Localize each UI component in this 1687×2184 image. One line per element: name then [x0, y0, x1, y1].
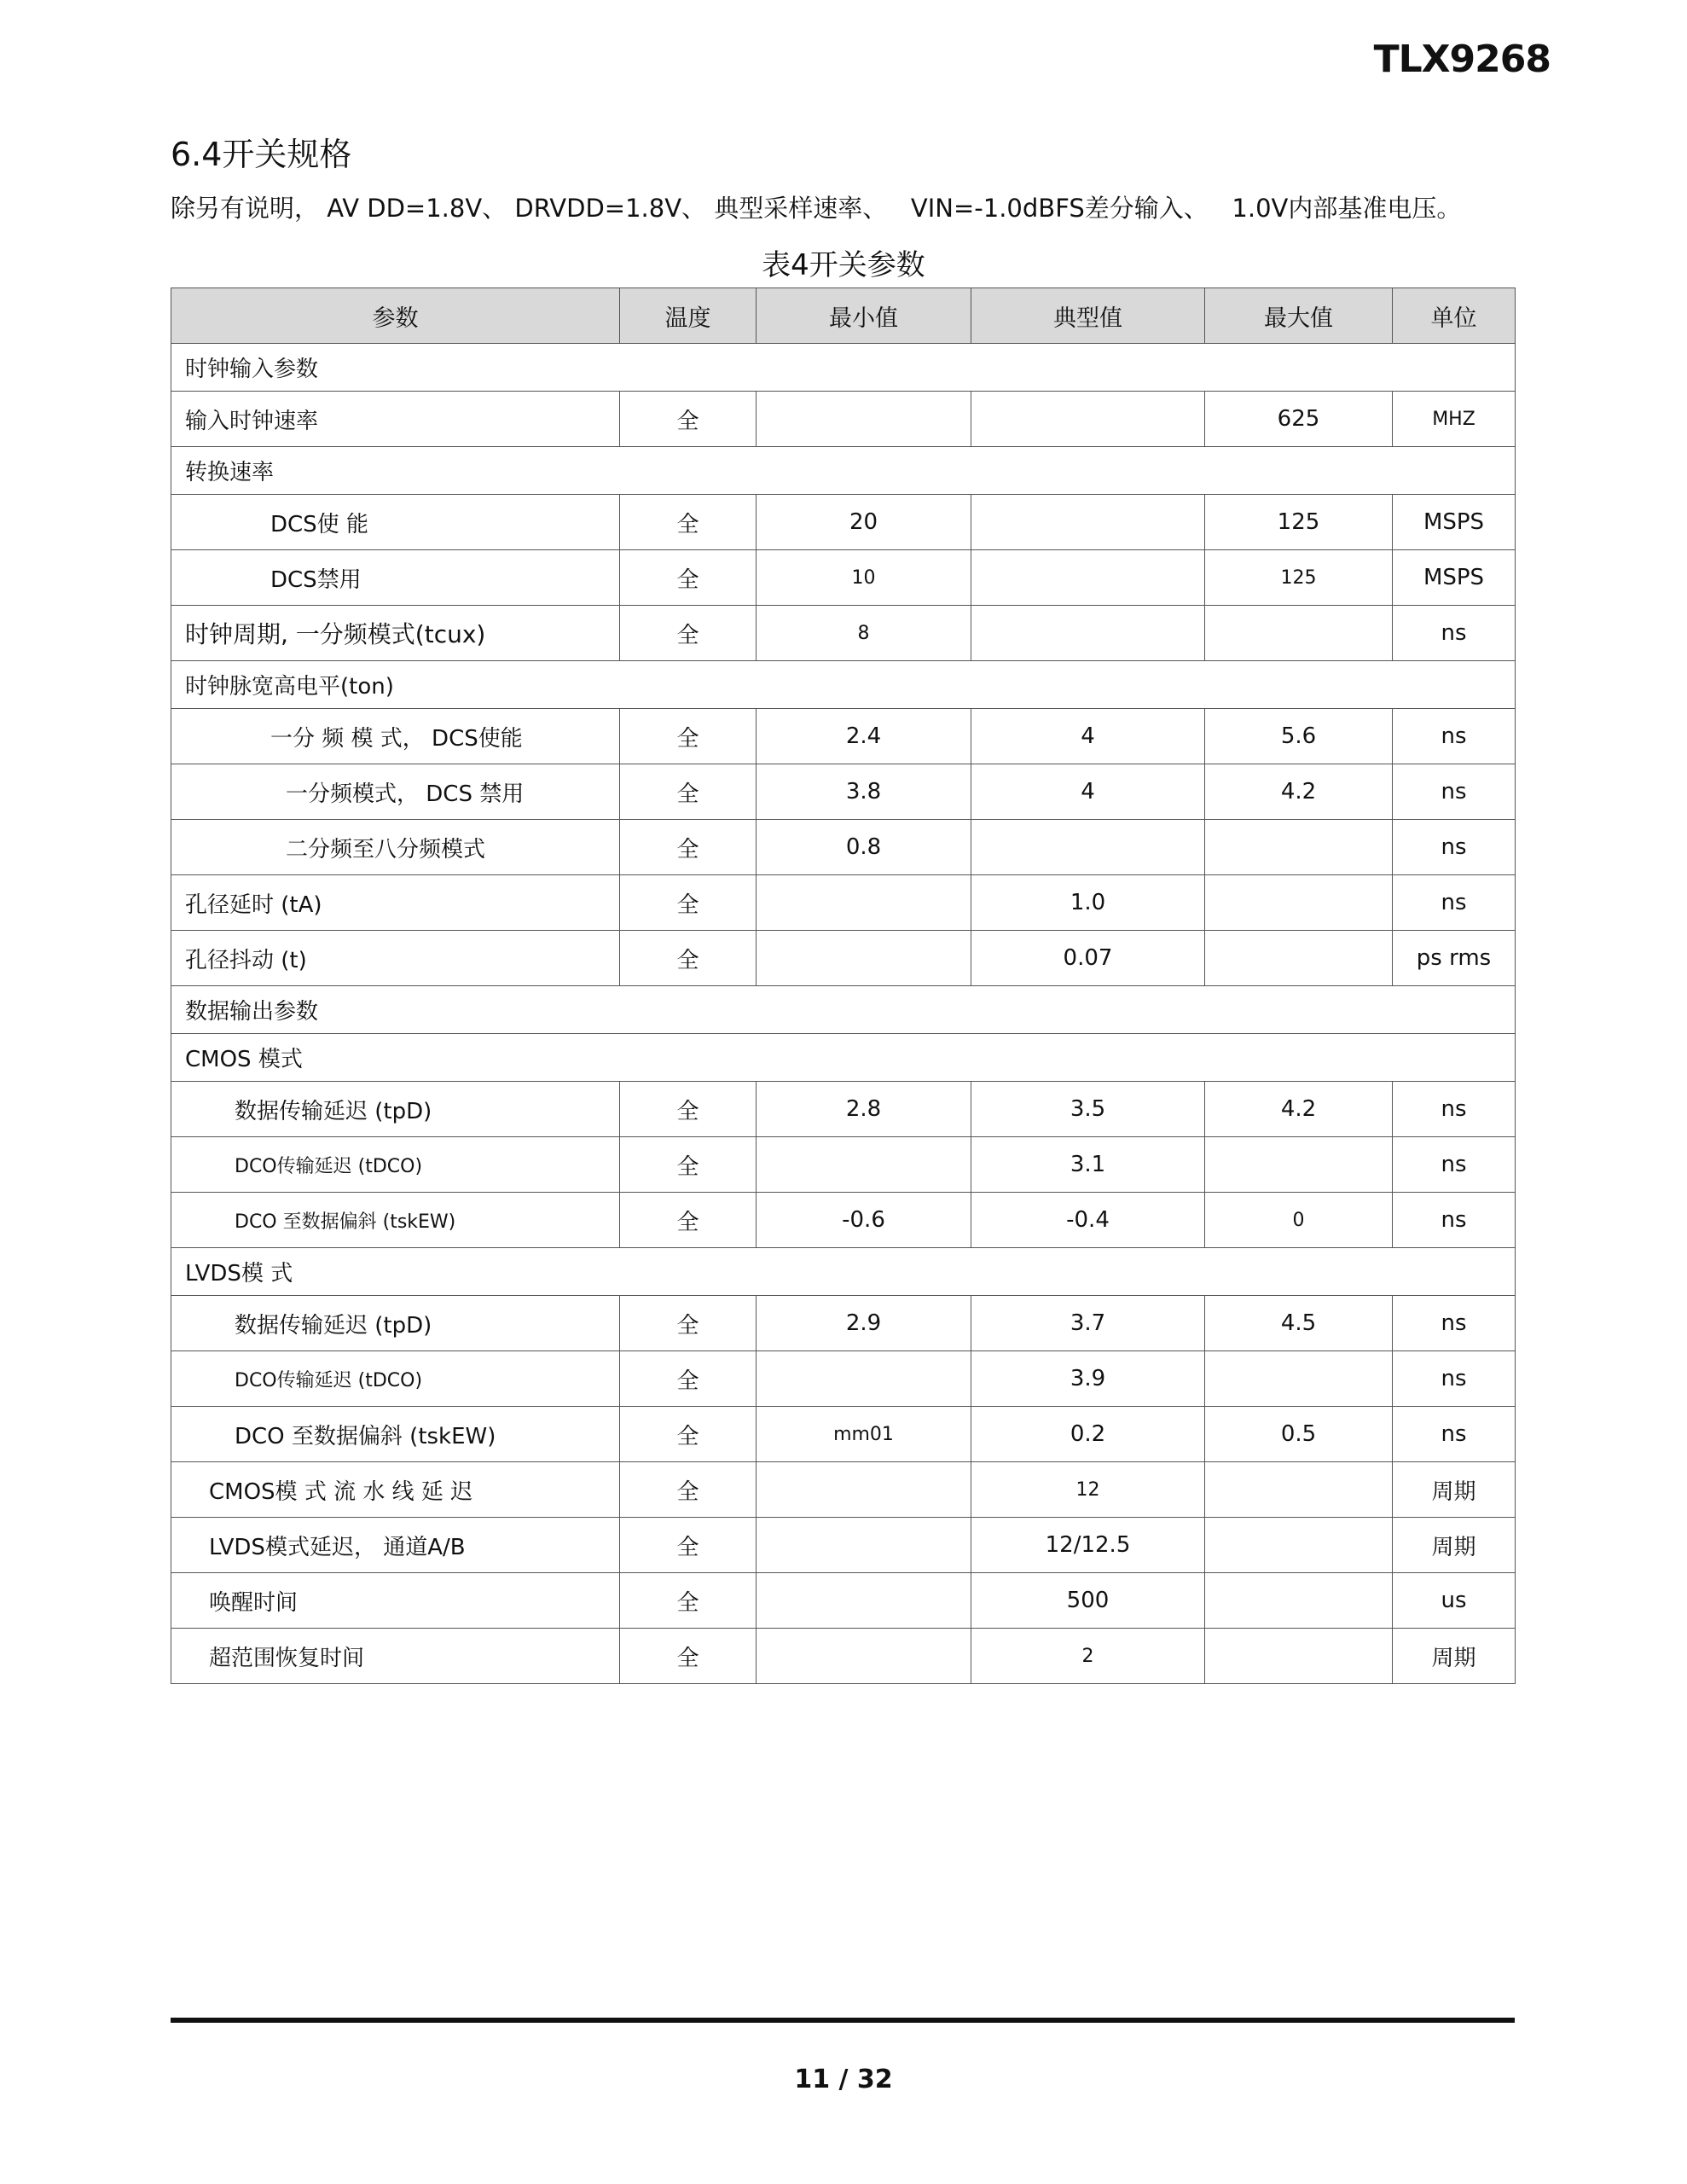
max-cell [1205, 606, 1393, 661]
test-conditions: 除另有说明， AV DD=1.8V、 DRVDD=1.8V、 典型采样速率、 VIN=-1.0dBFS差分输入、 1.0V内部基准电压。 [171, 194, 1462, 223]
typ-cell: 1.0 [971, 875, 1205, 931]
header-temp: 温度 [620, 288, 757, 344]
table-header-row [171, 288, 1516, 344]
header-min: 最小值 [757, 288, 971, 344]
table-row [171, 1193, 1516, 1248]
temp-cell: 全 [620, 606, 757, 661]
typ-cell: 12/12.5 [971, 1518, 1205, 1573]
typ-cell: 4 [971, 709, 1205, 764]
max-cell: 4.5 [1205, 1296, 1393, 1351]
temp-cell: 全 [620, 1629, 757, 1684]
temp-cell: 全 [620, 495, 757, 550]
param-cell: DCO传输延迟 (tDCO) [171, 1137, 620, 1193]
max-cell [1205, 1462, 1393, 1518]
typ-cell: 2 [971, 1629, 1205, 1684]
temp-cell: 全 [620, 1462, 757, 1518]
section-title: 6.4开关规格 [171, 136, 352, 173]
max-cell [1205, 1573, 1393, 1629]
min-cell: 20 [757, 495, 971, 550]
unit-cell: 周期 [1393, 1629, 1516, 1684]
min-cell [757, 1629, 971, 1684]
max-cell: 625 [1205, 392, 1393, 447]
min-cell: 8 [757, 606, 971, 661]
table-row [171, 709, 1516, 764]
table-row [171, 1082, 1516, 1137]
table-row [171, 1351, 1516, 1407]
typ-cell: -0.4 [971, 1193, 1205, 1248]
group-label: LVDS模 式 [171, 1248, 1516, 1296]
temp-cell: 全 [620, 1407, 757, 1462]
param-cell: 一分频模式， DCS 禁用 [171, 764, 620, 820]
max-cell [1205, 1137, 1393, 1193]
param-cell: 孔径延时 (tA) [171, 875, 620, 931]
table-row [171, 550, 1516, 606]
min-cell [757, 1462, 971, 1518]
unit-cell: ps rms [1393, 931, 1516, 986]
param-cell: LVDS模式延迟， 通道A/B [171, 1518, 620, 1573]
min-cell: 2.9 [757, 1296, 971, 1351]
max-cell: 0 [1205, 1193, 1393, 1248]
param-cell: DCO传输延迟 (tDCO) [171, 1351, 620, 1407]
header-param: 参数 [171, 288, 620, 344]
table-row [171, 1629, 1516, 1684]
unit-cell: ns [1393, 1137, 1516, 1193]
group-row [171, 344, 1516, 392]
unit-cell: MSPS [1393, 495, 1516, 550]
typ-cell: 500 [971, 1573, 1205, 1629]
param-cell: 超范围恢复时间 [171, 1629, 620, 1684]
unit-cell: ns [1393, 1296, 1516, 1351]
typ-cell: 3.5 [971, 1082, 1205, 1137]
group-row [171, 1248, 1516, 1296]
document-code: TLX9268 [1373, 38, 1551, 81]
table-row [171, 1407, 1516, 1462]
param-cell: 时钟周期, 一分频模式(tcux) [171, 606, 620, 661]
table-row [171, 1518, 1516, 1573]
temp-cell: 全 [620, 820, 757, 875]
unit-cell: MSPS [1393, 550, 1516, 606]
param-cell: DCO 至数据偏斜 (tskEW) [171, 1193, 620, 1248]
unit-cell: ns [1393, 820, 1516, 875]
unit-cell: MHZ [1393, 392, 1516, 447]
unit-cell: ns [1393, 1407, 1516, 1462]
max-cell [1205, 1351, 1393, 1407]
unit-cell: ns [1393, 606, 1516, 661]
table-row [171, 764, 1516, 820]
min-cell: -0.6 [757, 1193, 971, 1248]
param-cell: 输入时钟速率 [171, 392, 620, 447]
unit-cell: ns [1393, 1082, 1516, 1137]
page-number: 11 / 32 [794, 2065, 893, 2094]
param-cell: DCO 至数据偏斜 (tskEW) [171, 1407, 620, 1462]
typ-cell [971, 495, 1205, 550]
min-cell [757, 875, 971, 931]
max-cell: 125 [1205, 550, 1393, 606]
group-label: 时钟脉宽高电平(ton) [171, 661, 1516, 709]
typ-cell [971, 550, 1205, 606]
min-cell: mm01 [757, 1407, 971, 1462]
table-row [171, 1462, 1516, 1518]
temp-cell: 全 [620, 875, 757, 931]
group-label: CMOS 模式 [171, 1034, 1516, 1082]
table-row [171, 1573, 1516, 1629]
unit-cell: 周期 [1393, 1518, 1516, 1573]
temp-cell: 全 [620, 1193, 757, 1248]
group-label: 数据输出参数 [171, 986, 1516, 1034]
typ-cell: 0.07 [971, 931, 1205, 986]
unit-cell: ns [1393, 764, 1516, 820]
group-label: 转换速率 [171, 447, 1516, 495]
temp-cell: 全 [620, 931, 757, 986]
max-cell: 4.2 [1205, 764, 1393, 820]
min-cell: 2.8 [757, 1082, 971, 1137]
min-cell [757, 1573, 971, 1629]
temp-cell: 全 [620, 1351, 757, 1407]
header-typ: 典型值 [971, 288, 1205, 344]
unit-cell: 周期 [1393, 1462, 1516, 1518]
max-cell: 0.5 [1205, 1407, 1393, 1462]
temp-cell: 全 [620, 1137, 757, 1193]
max-cell [1205, 1518, 1393, 1573]
table-row [171, 495, 1516, 550]
min-cell: 2.4 [757, 709, 971, 764]
group-row [171, 447, 1516, 495]
group-label: 时钟输入参数 [171, 344, 1516, 392]
typ-cell: 3.1 [971, 1137, 1205, 1193]
typ-cell [971, 392, 1205, 447]
group-row [171, 1034, 1516, 1082]
temp-cell: 全 [620, 392, 757, 447]
param-cell: 唤醒时间 [171, 1573, 620, 1629]
typ-cell: 12 [971, 1462, 1205, 1518]
table-row [171, 1296, 1516, 1351]
typ-cell: 3.9 [971, 1351, 1205, 1407]
temp-cell: 全 [620, 709, 757, 764]
max-cell: 125 [1205, 495, 1393, 550]
param-cell: 数据传输延迟 (tpD) [171, 1082, 620, 1137]
min-cell: 0.8 [757, 820, 971, 875]
typ-cell: 3.7 [971, 1296, 1205, 1351]
min-cell [757, 1518, 971, 1573]
typ-cell: 0.2 [971, 1407, 1205, 1462]
temp-cell: 全 [620, 1082, 757, 1137]
table-row [171, 931, 1516, 986]
temp-cell: 全 [620, 1296, 757, 1351]
min-cell [757, 931, 971, 986]
table-row [171, 392, 1516, 447]
param-cell: DCS使 能 [171, 495, 620, 550]
param-cell: 数据传输延迟 (tpD) [171, 1296, 620, 1351]
unit-cell: ns [1393, 1351, 1516, 1407]
param-cell: 二分频至八分频模式 [171, 820, 620, 875]
min-cell [757, 1137, 971, 1193]
group-row [171, 986, 1516, 1034]
temp-cell: 全 [620, 1518, 757, 1573]
unit-cell: ns [1393, 709, 1516, 764]
typ-cell [971, 820, 1205, 875]
unit-cell: ns [1393, 1193, 1516, 1248]
min-cell [757, 1351, 971, 1407]
group-row [171, 661, 1516, 709]
param-cell: 孔径抖动 (t) [171, 931, 620, 986]
table-caption: 表4开关参数 [762, 248, 925, 282]
param-cell: CMOS模 式 流 水 线 延 迟 [171, 1462, 620, 1518]
table-row [171, 875, 1516, 931]
param-cell: 一分 频 模 式， DCS使能 [171, 709, 620, 764]
temp-cell: 全 [620, 1573, 757, 1629]
temp-cell: 全 [620, 764, 757, 820]
min-cell [757, 392, 971, 447]
max-cell [1205, 875, 1393, 931]
min-cell: 3.8 [757, 764, 971, 820]
max-cell [1205, 1629, 1393, 1684]
param-cell: DCS禁用 [171, 550, 620, 606]
table-row [171, 606, 1516, 661]
unit-cell: us [1393, 1573, 1516, 1629]
max-cell [1205, 820, 1393, 875]
max-cell: 5.6 [1205, 709, 1393, 764]
max-cell [1205, 931, 1393, 986]
typ-cell [971, 606, 1205, 661]
header-unit: 单位 [1393, 288, 1516, 344]
min-cell: 10 [757, 550, 971, 606]
max-cell: 4.2 [1205, 1082, 1393, 1137]
table-row [171, 820, 1516, 875]
table-row [171, 1137, 1516, 1193]
temp-cell: 全 [620, 550, 757, 606]
typ-cell: 4 [971, 764, 1205, 820]
footer-rule [171, 2018, 1515, 2023]
header-max: 最大值 [1205, 288, 1393, 344]
unit-cell: ns [1393, 875, 1516, 931]
switching-spec-table [171, 288, 1516, 1684]
